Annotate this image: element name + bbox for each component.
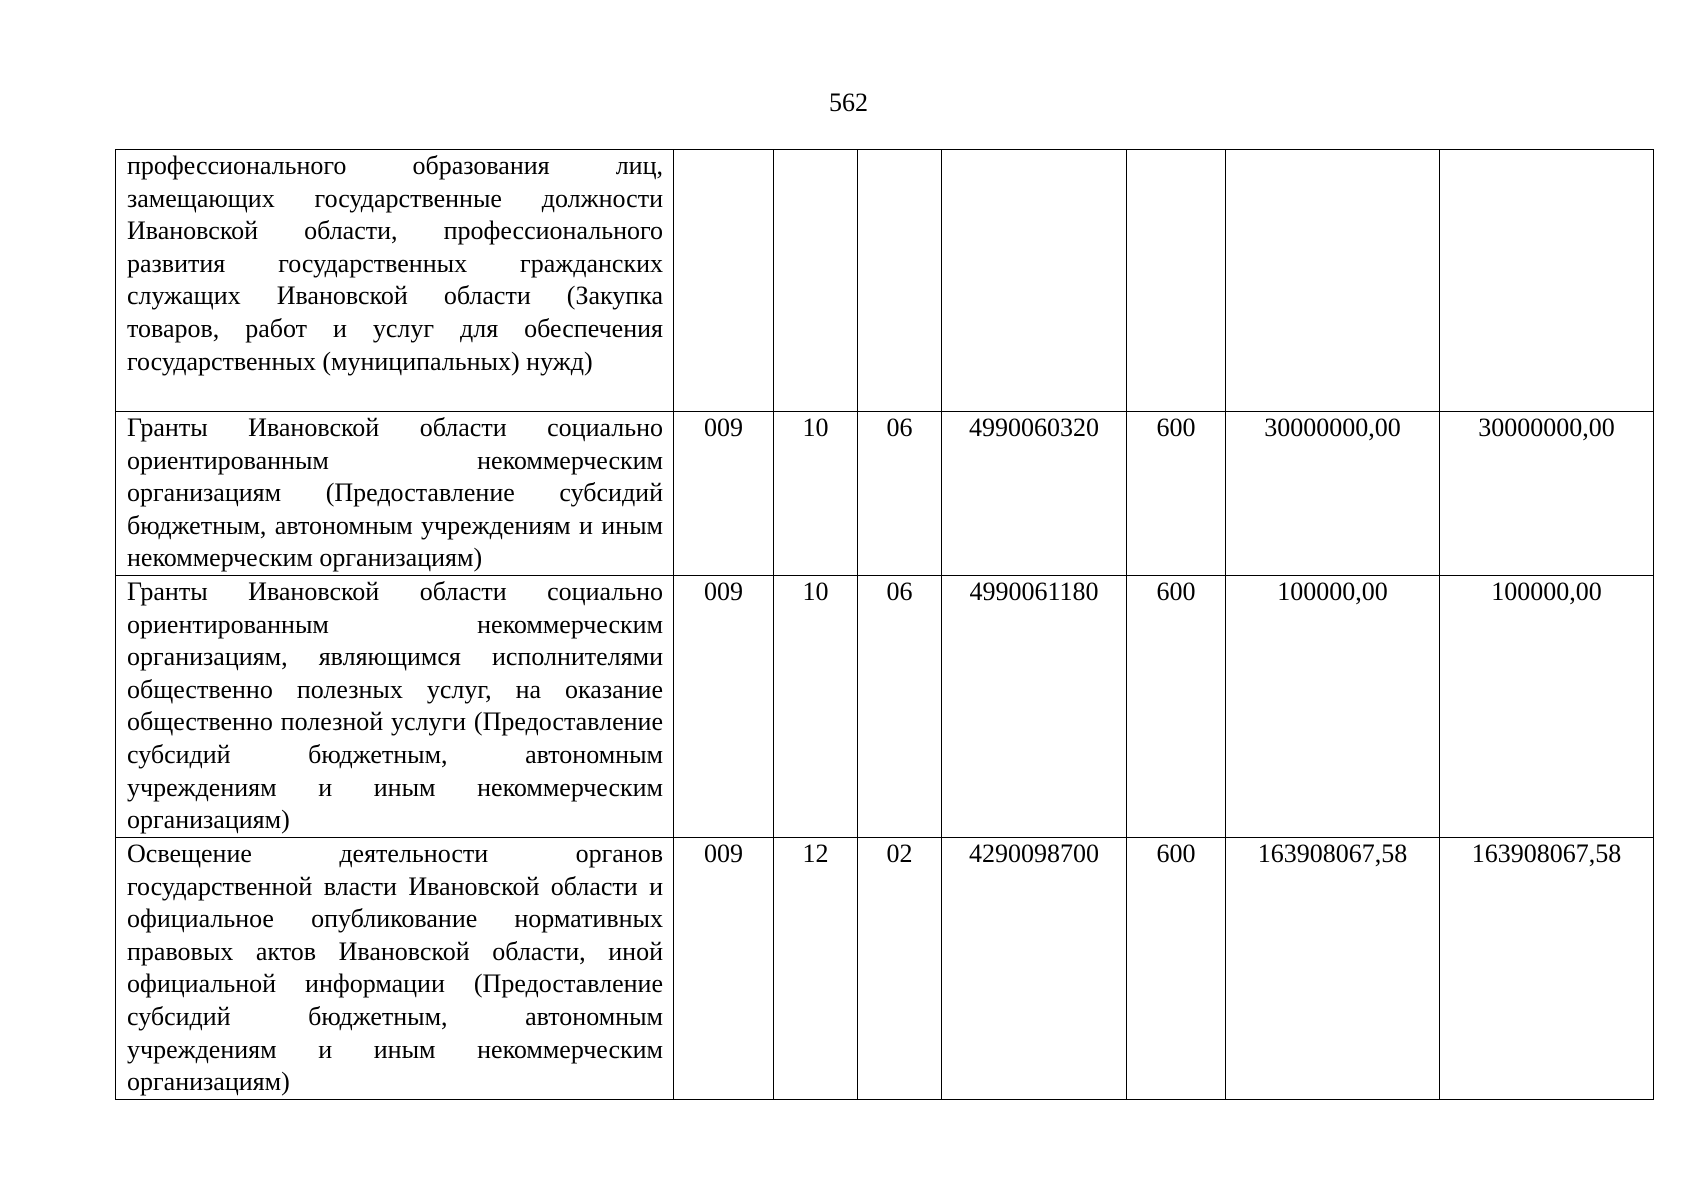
table-row xyxy=(116,412,1654,576)
row-name: Освещение деятельности органов государственной власти Ивановской области и официальное опубликование нормативных правовых актов Ивановской области, иной официальной информации (Предоставление субсидий бюджетным, автономным учреждениям и иным некоммерческим организациям) xyxy=(116,838,674,1100)
row-target-code: 4290098700 xyxy=(942,838,1127,1100)
row-section-code: 10 xyxy=(774,412,858,576)
row-amount-2 xyxy=(1440,150,1654,412)
row-amount-1 xyxy=(1226,150,1440,412)
row-subsection-code: 06 xyxy=(858,576,942,838)
table-row xyxy=(116,150,1654,412)
row-amount-2: 30000000,00 xyxy=(1440,412,1654,576)
row-amount-1: 163908067,58 xyxy=(1226,838,1440,1100)
row-ministry-code: 009 xyxy=(674,576,774,838)
row-amount-1: 30000000,00 xyxy=(1226,412,1440,576)
budget-table xyxy=(115,149,1654,1100)
row-subsection-code: 02 xyxy=(858,838,942,1100)
row-ministry-code xyxy=(674,150,774,412)
row-amount-2: 100000,00 xyxy=(1440,576,1654,838)
row-expense-type-code: 600 xyxy=(1127,576,1226,838)
row-name: Гранты Ивановской области социально ориентированным некоммерческим организациям (Предоставление субсидий бюджетным, автономным учреждениям и иным некоммерческим организациям) xyxy=(116,412,674,576)
row-expense-type-code: 600 xyxy=(1127,838,1226,1100)
row-subsection-code xyxy=(858,150,942,412)
row-section-code xyxy=(774,150,858,412)
table-row xyxy=(116,838,1654,1100)
row-expense-type-code: 600 xyxy=(1127,412,1226,576)
table-row xyxy=(116,576,1654,838)
row-section-code: 12 xyxy=(774,838,858,1100)
row-target-code: 4990061180 xyxy=(942,576,1127,838)
row-section-code: 10 xyxy=(774,576,858,838)
row-target-code: 4990060320 xyxy=(942,412,1127,576)
row-amount-2: 163908067,58 xyxy=(1440,838,1654,1100)
row-target-code xyxy=(942,150,1127,412)
row-ministry-code: 009 xyxy=(674,838,774,1100)
row-name: Гранты Ивановской области социально ориентированным некоммерческим организациям, являющимся исполнителями общественно полезных услуг, на оказание общественно полезной услуги (Предоставление субсидий бюджетным, автономным учреждениям и иным некоммерческим организациям) xyxy=(116,576,674,838)
row-ministry-code: 009 xyxy=(674,412,774,576)
row-name: профессионального образования лиц, замещающих государственные должности Ивановской области, профессионального развития государственных гражданских служащих Ивановской области (Закупка товаров, работ и услуг для обеспечения государственных (муниципальных) нужд) xyxy=(116,150,674,412)
row-subsection-code: 06 xyxy=(858,412,942,576)
row-amount-1: 100000,00 xyxy=(1226,576,1440,838)
page-number: 562 xyxy=(829,88,868,117)
row-expense-type-code xyxy=(1127,150,1226,412)
